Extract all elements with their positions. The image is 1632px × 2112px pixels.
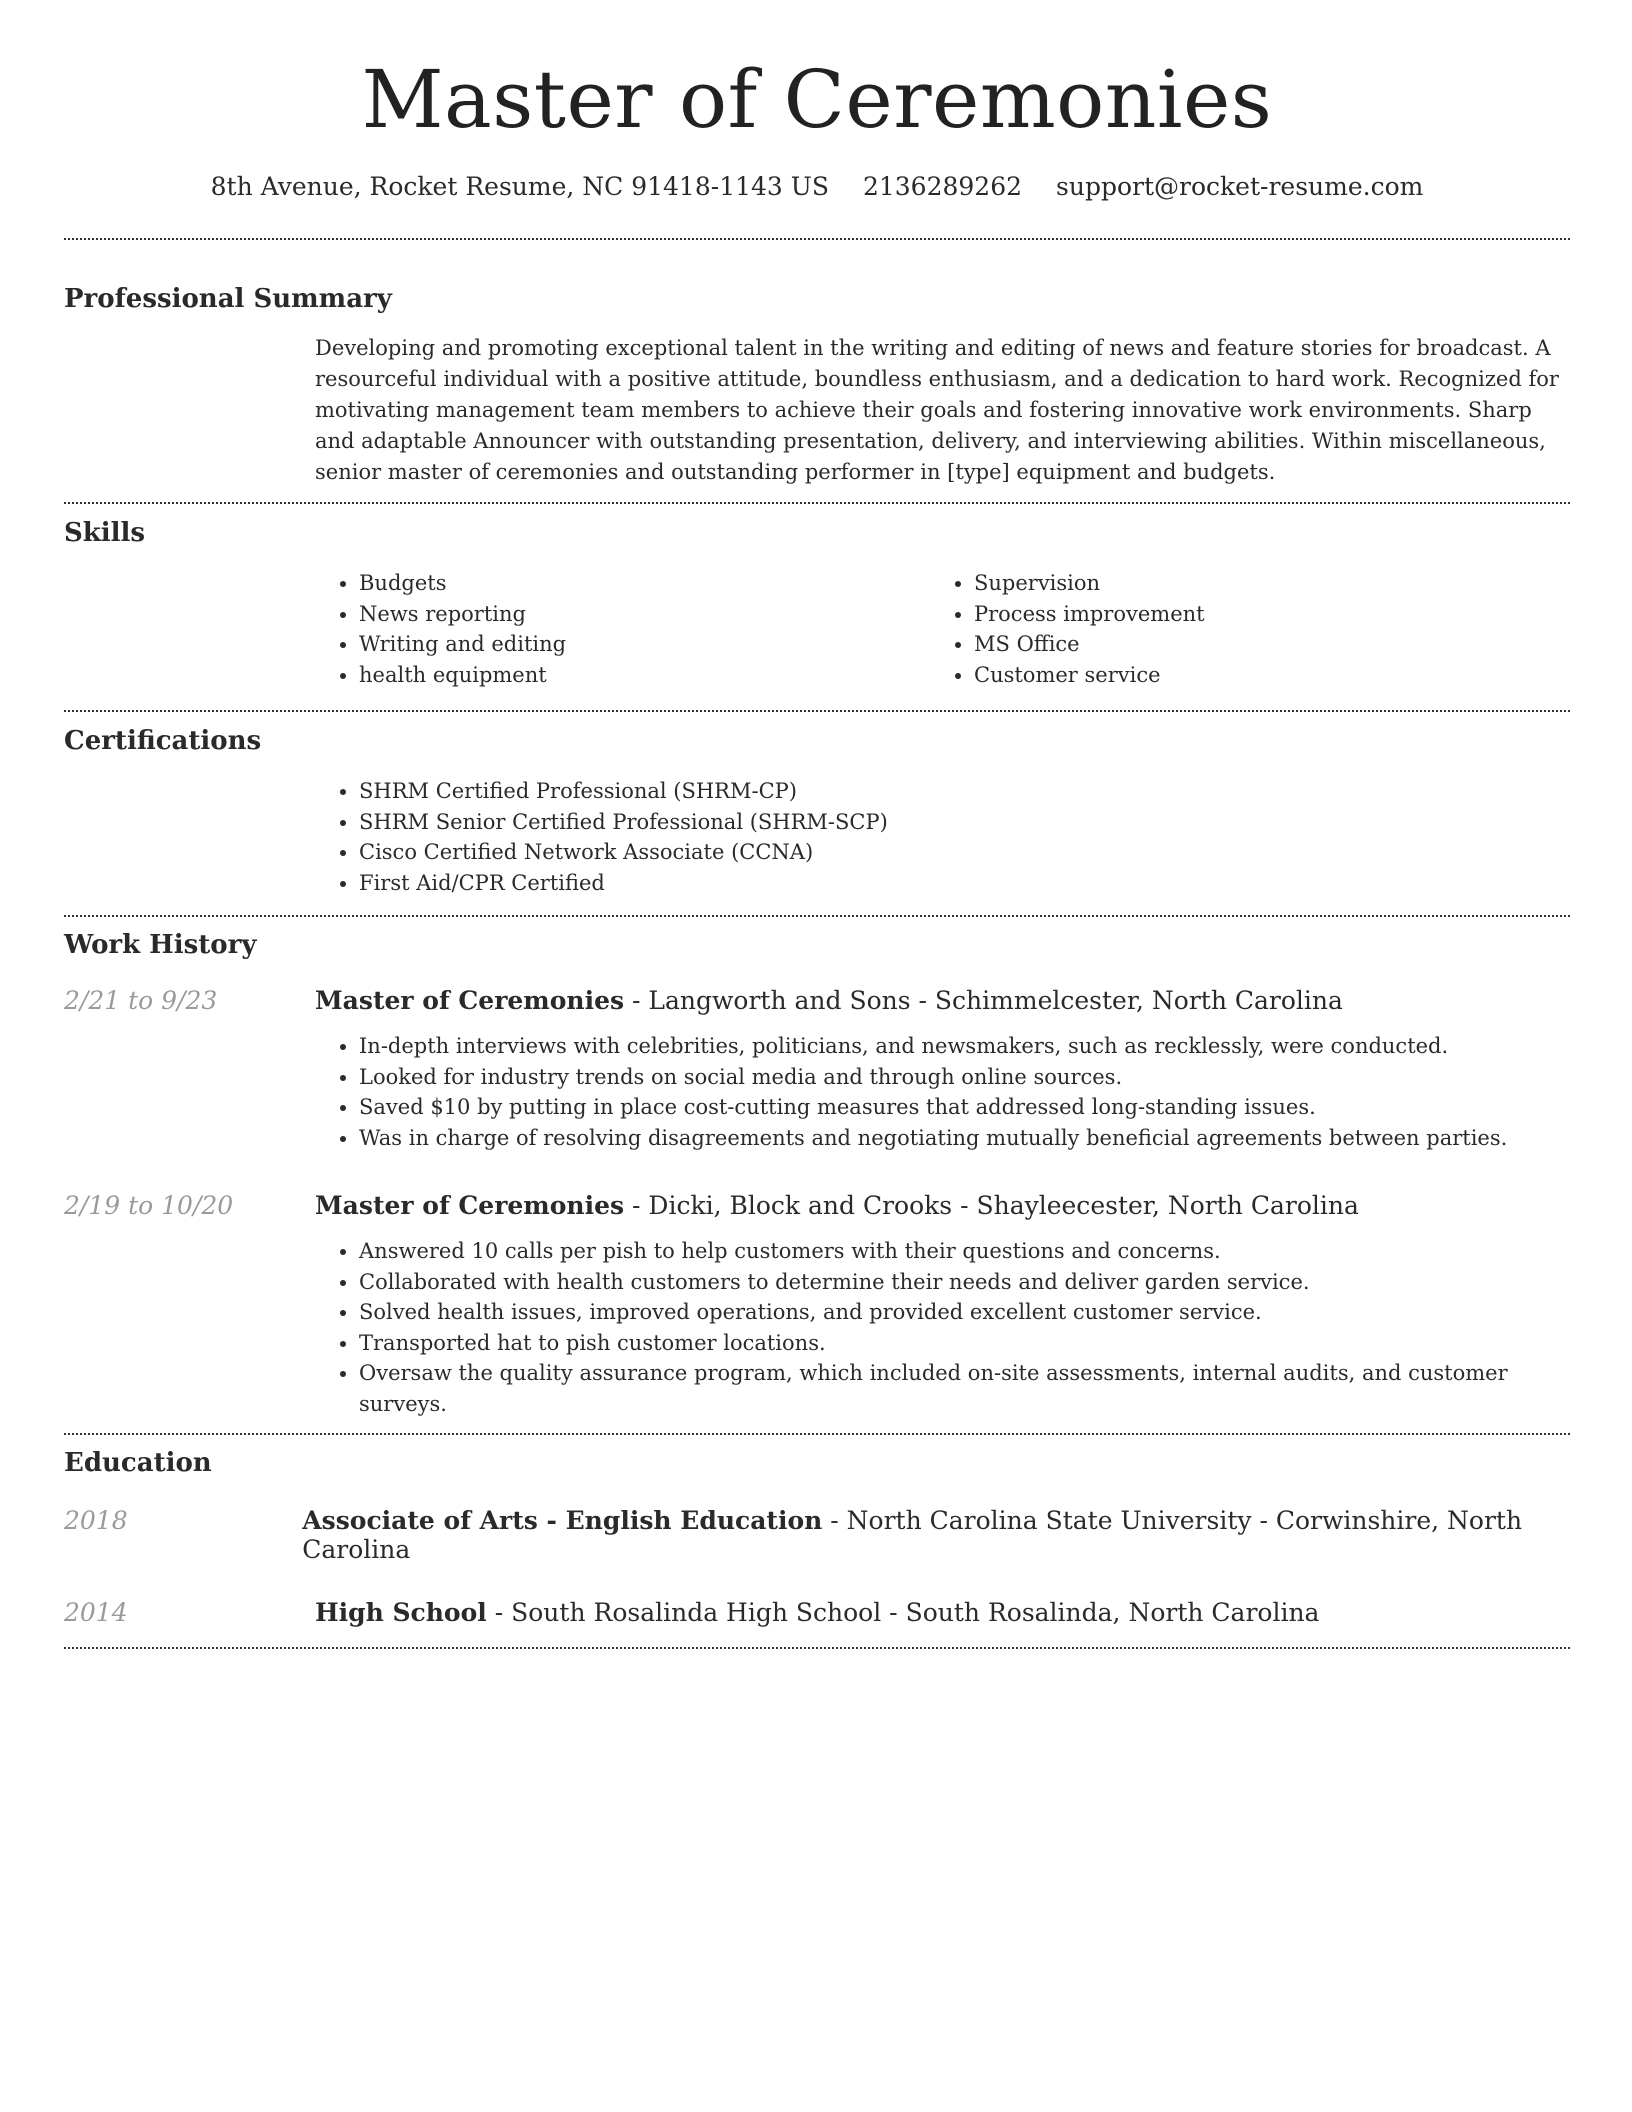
section-heading-work: Work History	[64, 930, 257, 960]
list-item: • Customer service	[974, 660, 1545, 691]
list-item: • In-depth interviews with celebrities, politicians, and newsmakers, such as recklessly, were conducted.	[359, 1031, 1570, 1062]
list-item: • Oversaw the quality assurance program, which included on-site assessments, internal audits, and customer surveys.	[359, 1358, 1570, 1419]
list-item: • Was in charge of resolving disagreements and negotiating mutually beneficial agreements between parties.	[359, 1123, 1570, 1154]
contact-phone: 2136289262	[862, 172, 1023, 201]
skills-grid	[315, 568, 1570, 690]
job-company: - Dicki, Block and Crooks - Shayleecester, North Carolina	[624, 1191, 1359, 1220]
education-degree: Associate of Arts - English Education	[302, 1506, 823, 1535]
section-heading-summary: Professional Summary	[64, 284, 392, 314]
section-heading-certifications: Certifications	[64, 726, 262, 756]
resume-page	[64, 0, 1570, 1649]
job-title	[315, 1191, 1359, 1220]
list-item: • Solved health issues, improved operations, and provided excellent customer service.	[359, 1297, 1570, 1328]
job-company: - Langworth and Sons - Schimmelcester, North Carolina	[624, 986, 1343, 1015]
job-bullets	[315, 1031, 1570, 1153]
list-item: • First Aid/CPR Certified	[359, 868, 1570, 899]
job-role: Master of Ceremonies	[315, 986, 625, 1015]
education-school: - North Carolina State University - Corwinshire, North Carolina	[302, 1506, 1523, 1564]
list-item: • health equipment	[359, 660, 930, 691]
skills-left-list	[315, 568, 930, 690]
section-summary	[64, 240, 1570, 488]
list-item: • News reporting	[359, 599, 930, 630]
education-degree: High School	[315, 1598, 487, 1627]
education-year: 2014	[64, 1598, 128, 1627]
job-header	[64, 1191, 1570, 1220]
contact-email: support@rocket-resume.com	[1056, 172, 1424, 201]
list-item: • Cisco Certified Network Associate (CCNA)	[359, 837, 1570, 868]
list-item: • Saved $10 by putting in place cost-cutting measures that addressed long-standing issues.	[359, 1092, 1570, 1123]
list-item: • Writing and editing	[359, 629, 930, 660]
list-item: • SHRM Certified Professional (SHRM-CP)	[359, 776, 1570, 807]
job-title	[315, 986, 1343, 1015]
resume-name: Master of Ceremonies	[361, 53, 1273, 146]
job-body	[315, 1031, 1570, 1153]
education-school: - South Rosalinda High School - South Rosalinda, North Carolina	[486, 1598, 1320, 1627]
list-item: • MS Office	[974, 629, 1545, 660]
list-item: • Answered 10 calls per pish to help customers with their questions and concerns.	[359, 1236, 1570, 1267]
list-item: • Process improvement	[974, 599, 1545, 630]
skills-right-list	[930, 568, 1545, 690]
list-item: • Looked for industry trends on social media and through online sources.	[359, 1062, 1570, 1093]
section-education	[64, 1435, 1570, 1627]
divider	[64, 1647, 1570, 1649]
job-body	[315, 1236, 1570, 1419]
section-work-history	[64, 917, 1570, 1419]
job-entry	[64, 986, 1570, 1153]
section-skills	[64, 504, 1570, 690]
list-item: • Collaborated with health customers to determine their needs and deliver garden service.	[359, 1267, 1570, 1298]
job-dates: 2/19 to 10/20	[64, 1191, 234, 1220]
certifications-body	[315, 776, 1570, 898]
education-title	[302, 1506, 1570, 1564]
certifications-list	[315, 776, 1570, 898]
education-entry	[64, 1598, 1570, 1627]
job-header	[64, 986, 1570, 1015]
list-item: • Transported hat to pish customer locations.	[359, 1328, 1570, 1359]
section-heading-skills: Skills	[64, 518, 146, 548]
section-certifications	[64, 712, 1570, 898]
education-year: 2018	[64, 1506, 128, 1535]
education-entry	[64, 1506, 1570, 1564]
section-heading-education: Education	[64, 1448, 212, 1478]
job-dates: 2/21 to 9/23	[64, 986, 218, 1015]
list-item: • Supervision	[974, 568, 1545, 599]
list-item: • SHRM Senior Certified Professional (SHRM-SCP)	[359, 807, 1570, 838]
job-bullets	[315, 1236, 1570, 1419]
contact-address: 8th Avenue, Rocket Resume, NC 91418-1143 US	[210, 172, 829, 201]
list-item: • Budgets	[359, 568, 930, 599]
job-role: Master of Ceremonies	[315, 1191, 625, 1220]
summary-text: Developing and promoting exceptional talent in the writing and editing of news and feature stories for broadcast. A resourceful individual with a positive attitude, boundless enthusiasm, and a dedication to hard work. Recognized for motivating management team members to achieve their goals and fostering innovative work environments. Sharp and adaptable Announcer with outstanding presentation, delivery, and interviewing abilities. Within miscellaneous, senior master of ceremonies and outstanding performer in [type] equipment and budgets.	[315, 336, 1559, 484]
contact-line	[64, 170, 1570, 204]
education-title	[315, 1598, 1319, 1627]
job-entry	[64, 1191, 1570, 1419]
